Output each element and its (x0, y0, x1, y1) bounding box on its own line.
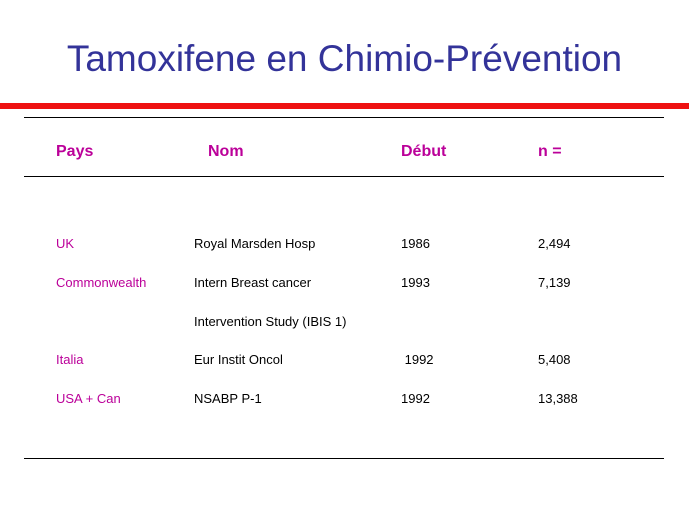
cell-name: NSABP P-1 (194, 391, 262, 406)
cell-country: USA + Can (56, 391, 121, 406)
cell-country: Italia (56, 352, 84, 367)
slide-title: Tamoxifene en Chimio-Prévention (66, 38, 623, 79)
cell-name: Eur Instit Oncol (194, 352, 283, 367)
cell-country: UK (56, 236, 75, 251)
title-accent-rule (0, 103, 689, 109)
cell-n: 5,408 (538, 352, 571, 367)
header-n: n = (538, 143, 562, 160)
header-pays: Pays (56, 143, 94, 160)
cell-name: Intervention Study (IBIS 1) (194, 314, 347, 329)
header-debut: Début (401, 143, 447, 160)
table-header-rule (24, 176, 664, 177)
cell-n: 13,388 (538, 391, 578, 406)
cell-name: Intern Breast cancer (194, 275, 312, 290)
cell-start: 1986 (401, 236, 430, 251)
cell-country: Commonwealth (56, 275, 147, 290)
table-top-rule (24, 117, 664, 118)
cell-start: 1992 (401, 391, 430, 406)
cell-name: Royal Marsden Hosp (194, 236, 316, 251)
cell-start: 1993 (401, 275, 430, 290)
table-bottom-rule (24, 458, 664, 459)
cell-n: 2,494 (538, 236, 571, 251)
header-nom: Nom (208, 143, 244, 160)
cell-n: 7,139 (538, 275, 571, 290)
cell-start: 1992 (401, 352, 434, 367)
